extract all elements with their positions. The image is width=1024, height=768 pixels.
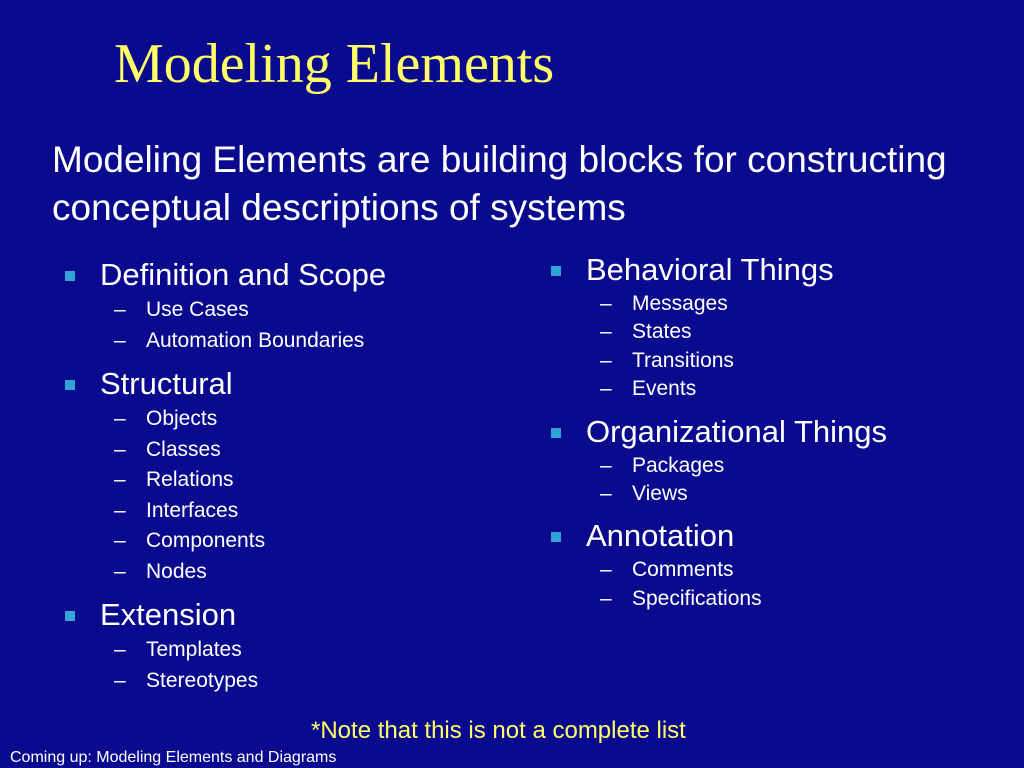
dash-icon: – — [600, 292, 612, 315]
dash-icon: – — [114, 407, 126, 430]
slide-title: Modeling Elements — [114, 33, 555, 95]
bullet-label: Extension — [100, 597, 237, 632]
square-bullet-icon — [65, 380, 75, 390]
subitem: – Messages — [548, 290, 978, 318]
subitem: – Events — [548, 375, 978, 403]
dash-icon: – — [600, 558, 612, 582]
square-bullet-icon — [551, 428, 561, 438]
square-bullet-icon — [551, 532, 561, 542]
subitem: – Use Cases — [62, 295, 492, 326]
subitem-list — [548, 452, 978, 509]
square-bullet-icon — [65, 611, 75, 621]
subitem: – Nodes — [62, 557, 492, 588]
square-bullet-icon — [65, 271, 75, 281]
subitem: – Packages — [548, 452, 978, 480]
subitem: – Templates — [62, 635, 492, 666]
right-column — [548, 250, 978, 621]
subitem: – Views — [548, 480, 978, 508]
subitem: – Comments — [548, 556, 978, 584]
left-column — [62, 255, 492, 704]
dash-icon: – — [114, 437, 126, 461]
bullet-annotation — [548, 516, 978, 613]
subitem: – Transitions — [548, 347, 978, 375]
subitem-list — [548, 556, 978, 613]
bullet-definition-and-scope — [62, 255, 492, 356]
bullet-label: Annotation — [586, 518, 735, 554]
bullet-organizational-things — [548, 412, 978, 509]
subitem-list — [62, 635, 492, 696]
dash-icon: – — [114, 498, 126, 522]
dash-icon: – — [600, 320, 612, 344]
bullet-label: Definition and Scope — [100, 257, 387, 292]
bullet-label: Structural — [100, 366, 233, 401]
subitem: – Automation Boundaries — [62, 326, 492, 357]
subitem: – Components — [62, 526, 492, 557]
dash-icon: – — [600, 586, 612, 610]
note-text: *Note that this is not a complete list — [311, 717, 686, 744]
bullet-label: Behavioral Things — [586, 252, 834, 287]
subitem: – Stereotypes — [62, 666, 492, 697]
dash-icon: – — [600, 348, 612, 372]
dash-icon: – — [114, 328, 126, 352]
dash-icon: – — [600, 482, 612, 506]
bullet-label: Organizational Things — [586, 413, 887, 449]
dash-icon: – — [600, 453, 612, 477]
bullet-behavioral-things — [548, 250, 978, 404]
subitem-list — [62, 295, 492, 356]
bullet-structural — [62, 364, 492, 587]
bullet-extension — [62, 595, 492, 696]
subitem: – Interfaces — [62, 496, 492, 527]
dash-icon: – — [114, 559, 126, 583]
subitem-list — [62, 404, 492, 587]
dash-icon: – — [114, 529, 126, 552]
footer-text: Coming up: Modeling Elements and Diagrams — [10, 749, 337, 766]
subitem: – Classes — [62, 435, 492, 466]
dash-icon: – — [114, 298, 126, 321]
subitem: – States — [548, 318, 978, 346]
subitem: – Specifications — [548, 585, 978, 613]
dash-icon: – — [600, 377, 612, 401]
dash-icon: – — [114, 668, 126, 692]
square-bullet-icon — [551, 266, 561, 276]
dash-icon: – — [114, 638, 126, 661]
subitem: – Relations — [62, 465, 492, 496]
slide-subtitle: Modeling Elements are building blocks for constructing conceptual descriptions of systems — [52, 139, 947, 228]
dash-icon: – — [114, 468, 126, 491]
subitem-list — [548, 290, 978, 404]
subitem: – Objects — [62, 404, 492, 435]
